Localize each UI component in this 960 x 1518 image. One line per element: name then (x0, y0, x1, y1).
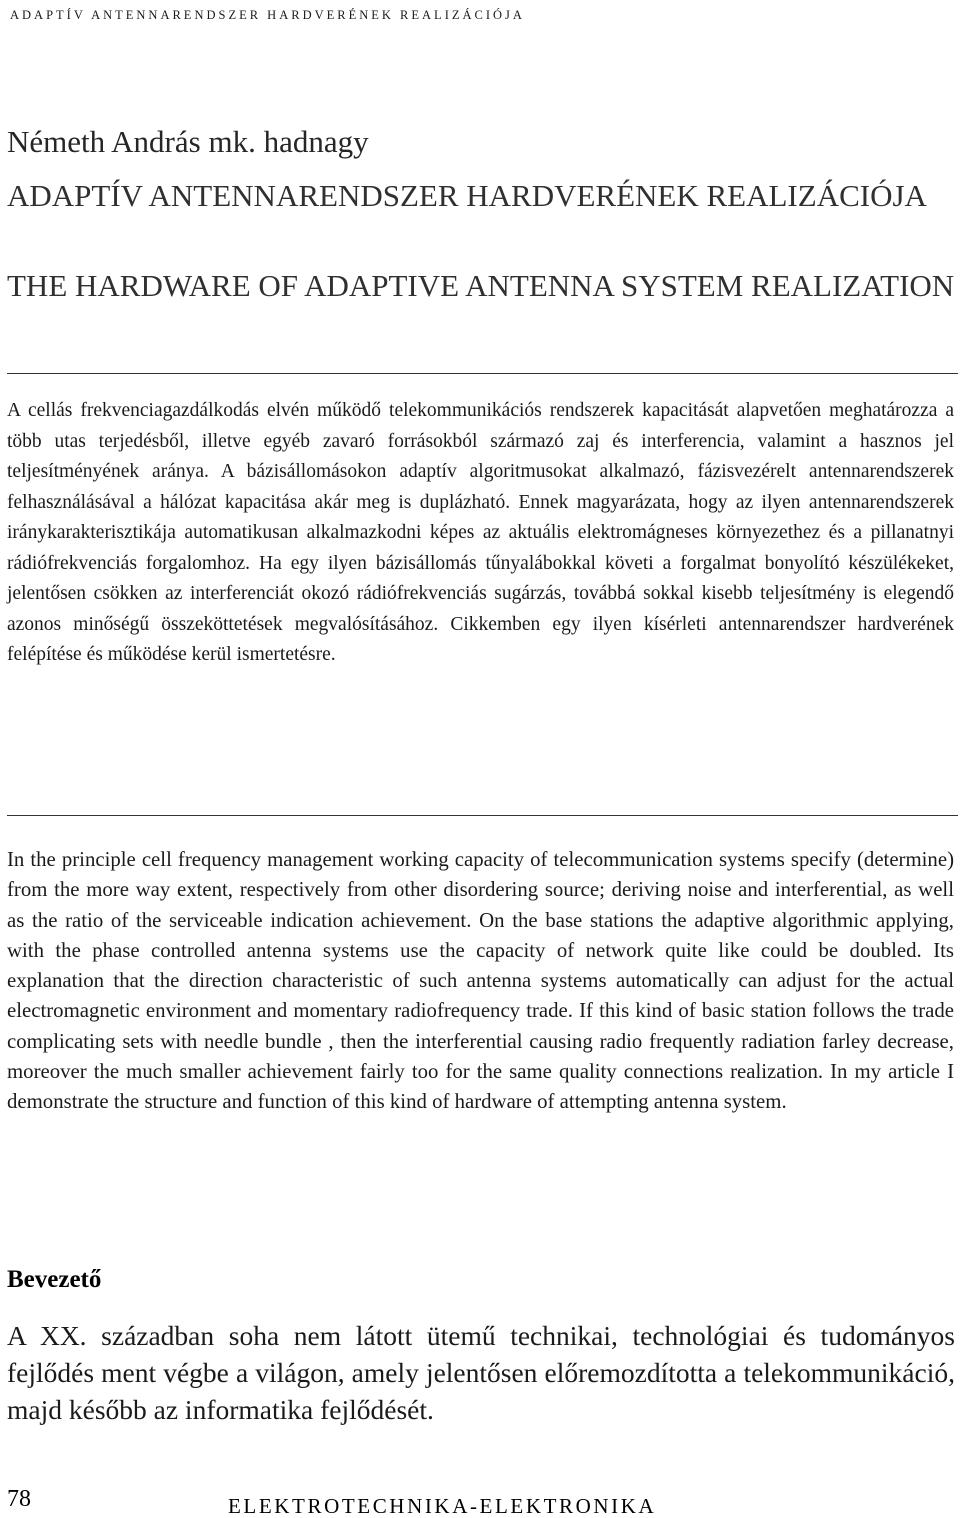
running-header: ADAPTÍV ANTENNARENDSZER HARDVERÉNEK REALIZÁCIÓJA (10, 8, 525, 22)
title-hungarian: ADAPTÍV ANTENNARENDSZER HARDVERÉNEK REALIZÁCIÓJA (7, 178, 927, 213)
title-english: THE HARDWARE OF ADAPTIVE ANTENNA SYSTEM REALIZATION (7, 268, 955, 303)
abstract-top-divider (7, 373, 958, 374)
journal-name-footer: ELEKTROTECHNIKA-ELEKTRONIKA (228, 1494, 657, 1518)
abstract-english: In the principle cell frequency management working capacity of telecommunication systems specify (determine) from the more way extent, respectively from other disordering source; deriving noise and interferential, as well as the ratio of the serviceable indication achievement. On the base stations the adaptive algorithmic applying, with the phase controlled antenna systems use the capacity of network quite like could be doubled. Its explanation that the direction characteristic of such antenna systems automatically can adjust for the actual electromagnetic environment and momentary radiofrequency trade. If this kind of basic station follows the trade complicating sets with needle bundle , then the interferential causing radio frequently radiation farley decrease, moreover the much smaller achievement fairly too for the same quality connections realization. In my article I demonstrate the structure and function of this kind of hardware of attempting antenna system. (7, 848, 954, 1114)
author-name: Németh András mk. hadnagy (7, 124, 369, 159)
section-heading-introduction: Bevezető (7, 1266, 102, 1293)
introduction-paragraph: A XX. században soha nem látott ütemű technikai, technológiai és tudományos fejlődés ment végbe a világon, amely jelentősen előremozdította a telekommunikáció, majd később az informatika fejlődését. (7, 1320, 955, 1425)
abstract-middle-divider (7, 815, 958, 816)
abstract-hungarian: A cellás frekvenciagazdálkodás elvén működő telekommunikációs rendszerek kapacitását alapvetően meghatározza a több utas terjedésből, illetve egyéb zavaró forrásokból származó zaj és interferencia, valamint a hasznos jel teljesítményének aránya. A bázisállomásokon adaptív algoritmusokat alkalmazó, fázisvezérelt antennarendszerek felhasználásával a hálózat kapacitása akár meg is duplázható. Ennek magyarázata, hogy az ilyen antennarendszerek iránykarakterisztikája automatikusan alkalmazkodni képes az aktuális elektromágneses környezethez és a pillanatnyi rádiófrekvenciás forgalomhoz. Ha egy ilyen bázisállomás tűnyalábokkal követi a forgalmat bonyolító készülékeket, jelentősen csökken az interferenciát okozó rádiófrekvenciás sugárzás, továbbá sokkal kisebb teljesítmény is elegendő azonos minőségű összeköttetések megvalósításához. Cikkemben egy ilyen kísérleti antennarendszer hardverének felépítése és működése kerül ismertetésre. (7, 400, 954, 665)
page-number: 78 (7, 1486, 31, 1512)
